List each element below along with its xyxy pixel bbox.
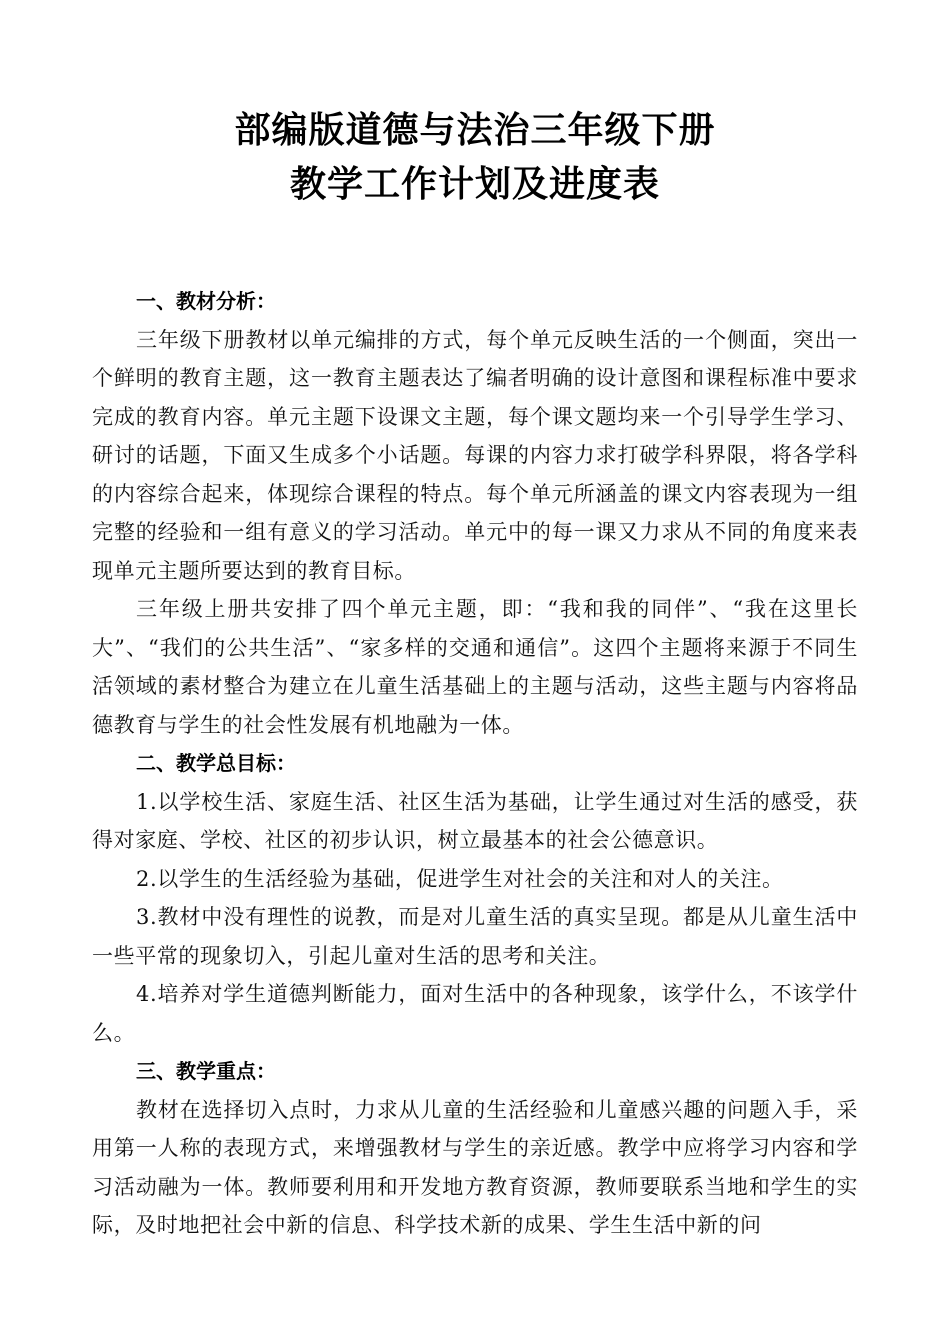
section-heading-teaching-goals: 二、教学总目标： <box>136 751 296 775</box>
title-line-2: 教学工作计划及进度表 <box>289 164 660 205</box>
paragraph: 4.培养对学生道德判断能力，面对生活中的各种现象，该学什么，不该学什么。 <box>92 982 858 1045</box>
document-body <box>92 282 858 1245</box>
title-line-1: 部编版道德与法治三年级下册 <box>234 110 716 151</box>
paragraph: 1.以学校生活、家庭生活、社区生活为基础，让学生通过对生活的感受，获得对家庭、学校、社区的初步认识，树立最基本的社会公德意识。 <box>92 789 858 852</box>
section-heading-textbook-analysis: 一、教材分析： <box>136 289 276 313</box>
document-title <box>0 104 950 212</box>
paragraph: 三年级下册教材以单元编排的方式，每个单元反映生活的一个侧面，突出一个鲜明的教育主题，这一教育主题表达了编者明确的设计意图和课程标准中要求完成的教育内容。单元主题下设课文主题，每个课文题均来一个引导学生学习、研讨的话题，下面又生成多个小话题。每课的内容力求打破学科界限，将各学科的内容综合起来，体现综合课程的特点。每个单元所涵盖的课文内容表现为一组完整的经验和一组有意义的学习活动。单元中的每一课又力求从不同的角度来表现单元主题所要达到的教育目标。 <box>92 327 858 583</box>
paragraph: 2.以学生的生活经验为基础，促进学生对社会的关注和对人的关注。 <box>136 866 784 891</box>
paragraph: 教材在选择切入点时，力求从儿童的生活经验和儿童感兴趣的问题入手，采用第一人称的表现方式，来增强教材与学生的亲近感。教学中应将学习内容和学习活动融为一体。教师要利用和开发地方教育资源，教师要联系当地和学生的实际，及时地把社会中新的信息、科学技术新的成果、学生生活中新的问 <box>92 1097 858 1237</box>
paragraph: 3.教材中没有理性的说教，而是对儿童生活的真实呈现。都是从儿童生活中一些平常的现象切入，引起儿童对生活的思考和关注。 <box>92 905 858 968</box>
section-heading-teaching-focus: 三、教学重点： <box>136 1059 276 1083</box>
paragraph: 三年级上册共安排了四个单元主题，即：“我和我的同伴”、“我在这里长大”、“我们的公共生活”、“家多样的交通和通信”。这四个主题将来源于不同生活领域的素材整合为建立在儿童生活基础上的主题与活动，这些主题与内容将品德教育与学生的社会性发展有机地融为一体。 <box>92 597 858 737</box>
